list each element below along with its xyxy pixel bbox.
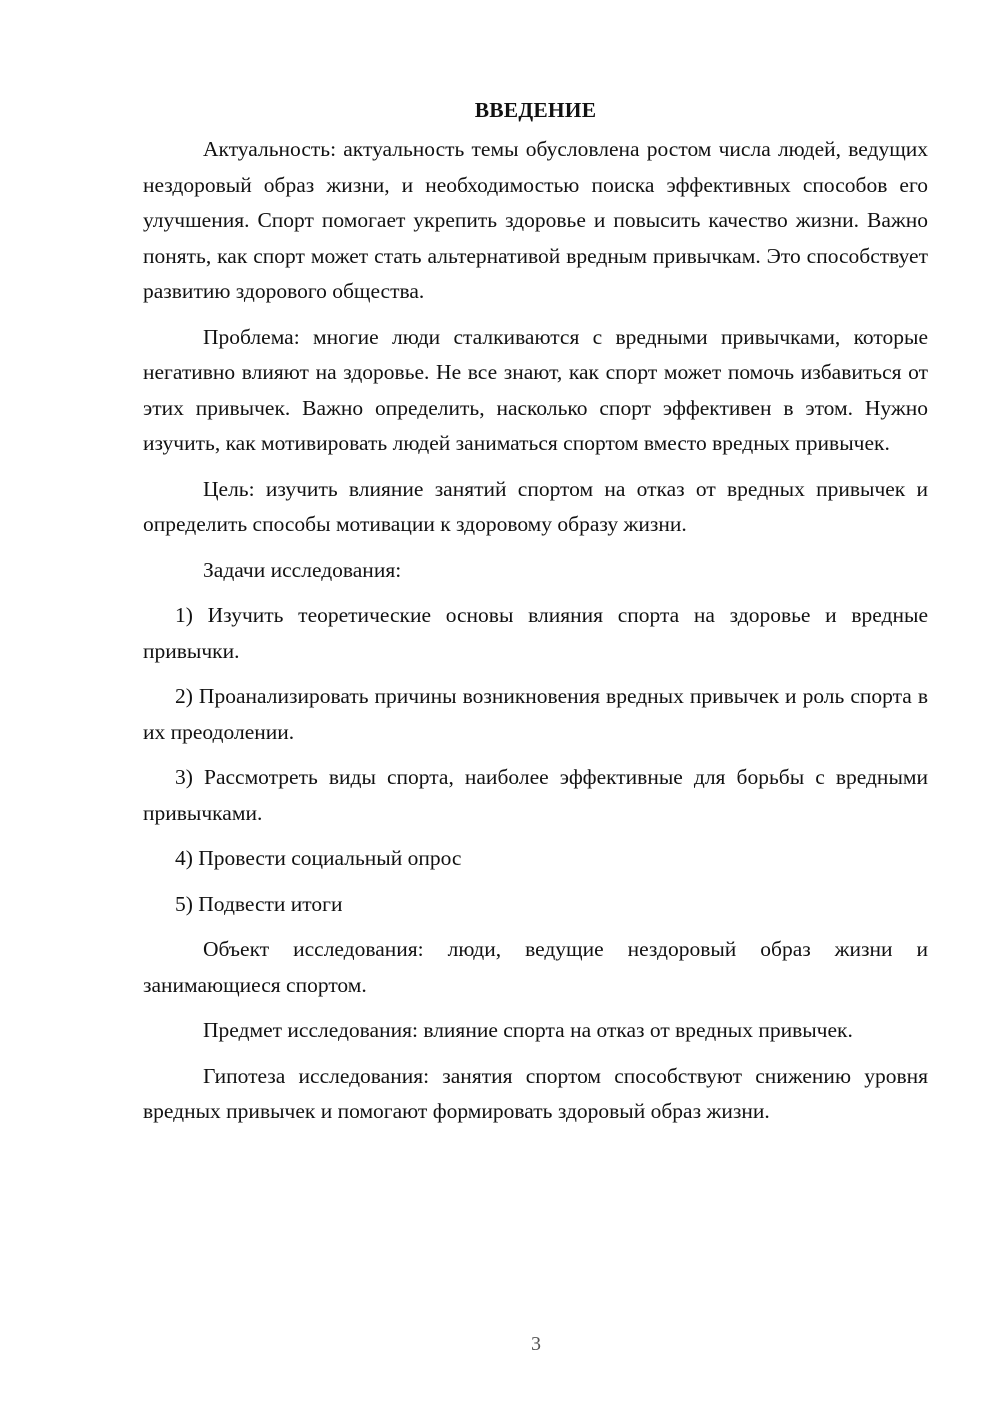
- paragraph-subject: Предмет исследования: влияние спорта на отказ от вредных привычек.: [203, 1018, 853, 1042]
- page-title: ВВЕДЕНИЕ: [474, 98, 597, 122]
- task-item-2: 2) Проанализировать причины возникновения вредных привычек и роль спорта в их преодолении.: [143, 684, 928, 744]
- paragraph-goal: Цель: изучить влияние занятий спортом на отказ от вредных привычек и определить способы мотивации к здоровому образу жизни.: [143, 476, 928, 536]
- task-item-5: 5) Подвести итоги: [175, 891, 343, 916]
- task-item-3: 3) Рассмотреть виды спорта, наиболее эффективные для борьбы с вредными привычками.: [143, 765, 928, 825]
- paragraph-relevance: Актуальность: актуальность темы обусловлена ростом числа людей, ведущих нездоровый образ жизни, и необходимостью поиска эффективных способов его улучшения. Спорт помогает укрепить здоровье и повысить качество жизни. Важно понять, как спорт может стать альтернативой вредным привычкам. Это способствует развитию здорового общества.: [143, 137, 928, 303]
- task-item-1: 1) Изучить теоретические основы влияния спорта на здоровье и вредные привычки.: [143, 603, 928, 663]
- task-item-4: 4) Провести социальный опрос: [175, 846, 462, 870]
- paragraph-object: Объект исследования: люди, ведущие нездоровый образ жизни и занимающиеся спортом.: [143, 937, 928, 997]
- page-number: 3: [531, 1333, 541, 1355]
- document-body: [143, 93, 928, 1130]
- paragraph-tasks-heading: Задачи исследования:: [203, 557, 402, 582]
- paragraph-hypothesis: Гипотеза исследования: занятия спортом способствуют снижению уровня вредных привычек и помогают формировать здоровый образ жизни.: [143, 1063, 928, 1123]
- paragraph-problem: Проблема: многие люди сталкиваются с вредными привычками, которые негативно влияют на здоровье. Не все знают, как спорт может помочь избавиться от этих привычек. Важно определить, насколько спорт эффективен в этом. Нужно изучить, как мотивировать людей заниматься спортом вместо вредных привычек.: [143, 324, 928, 455]
